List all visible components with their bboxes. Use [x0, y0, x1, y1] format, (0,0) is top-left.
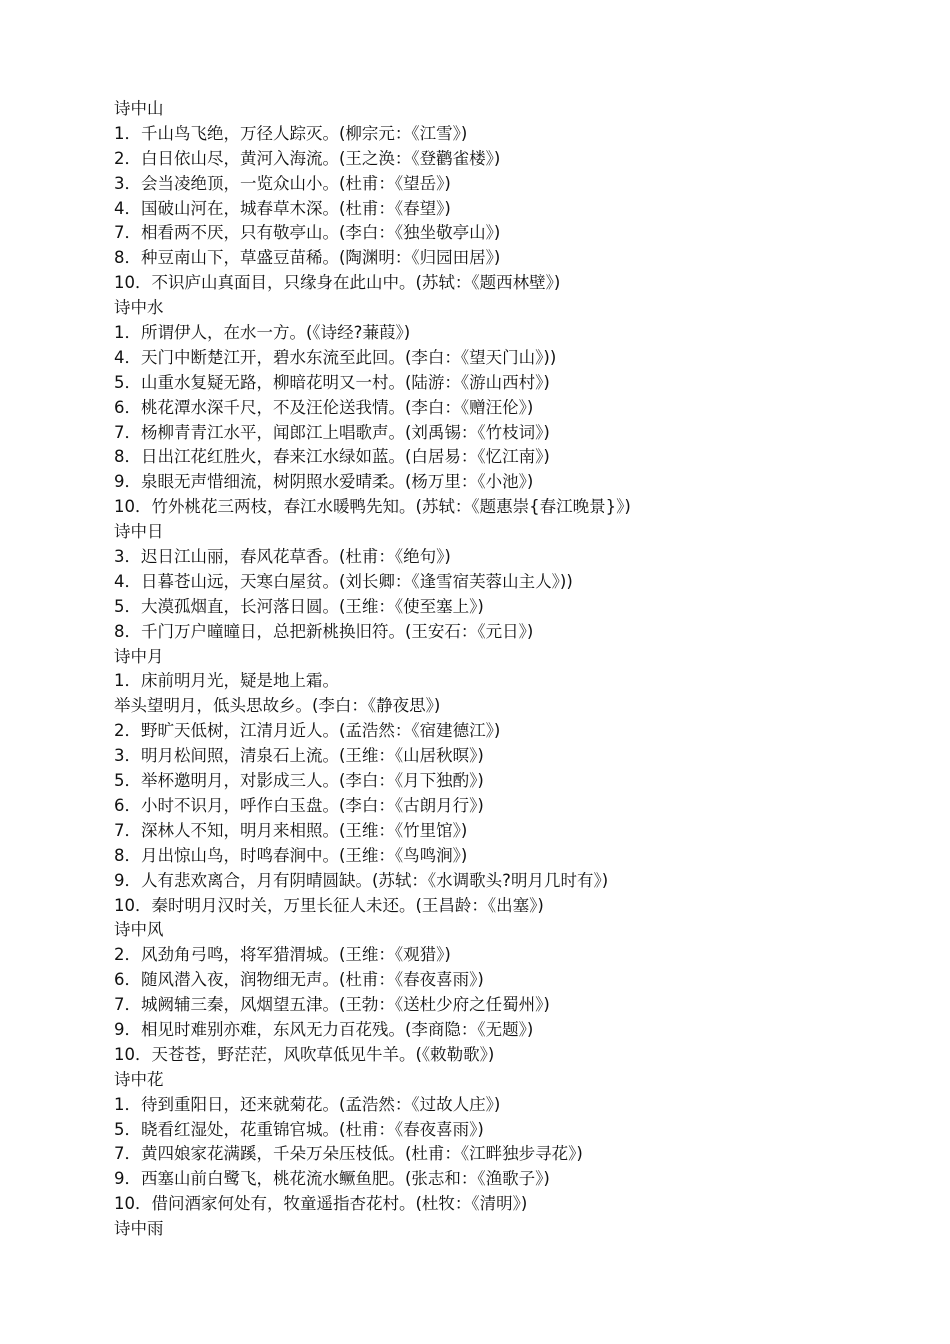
poem-line: 10．借问酒家何处有，牧童遥指杏花村。(杜牧：《清明》) [114, 1194, 528, 1214]
poem-line: 10．不识庐山真面目，只缘身在此山中。(苏轼：《题西林壁》) [114, 273, 561, 293]
section-heading: 诗中雨 [114, 1219, 164, 1239]
section-heading: 诗中月 [114, 646, 164, 666]
poem-line: 1．千山鸟飞绝，万径人踪灭。(柳宗元：《江雪》) [114, 123, 468, 143]
poem-line: 3．会当凌绝顶，一览众山小。(杜甫：《望岳》) [114, 173, 451, 193]
poem-line: 9．相见时难别亦难，东风无力百花残。(李商隐：《无题》) [114, 1019, 534, 1039]
poem-line: 8．种豆南山下，草盛豆苗稀。(陶渊明：《归园田居》) [114, 248, 501, 268]
poem-line: 4．日暮苍山远，天寒白屋贫。(刘长卿：《逢雪宿芙蓉山主人》)) [114, 571, 573, 591]
poem-line: 1．待到重阳日，还来就菊花。(孟浩然：《过故人庄》) [114, 1094, 501, 1114]
poem-line: 5．举杯邀明月，对影成三人。(李白：《月下独酌》) [114, 771, 484, 791]
poem-line: 4．国破山河在，城春草木深。(杜甫：《春望》) [114, 198, 451, 218]
poem-line: 2．风劲角弓鸣，将军猎渭城。(王维：《观猎》) [114, 945, 451, 965]
poem-line: 7．城阙辅三秦，风烟望五津。(王勃：《送杜少府之任蜀州》) [114, 995, 550, 1015]
section-heading: 诗中风 [114, 920, 164, 940]
poem-line: 2．白日依山尽，黄河入海流。(王之涣：《登鹳雀楼》) [114, 148, 501, 168]
poem-line: 8．月出惊山鸟，时鸣春涧中。(王维：《鸟鸣涧》) [114, 845, 468, 865]
document-page [114, 97, 914, 1242]
poem-line: 6．随风潜入夜，润物细无声。(杜甫：《春夜喜雨》) [114, 970, 484, 990]
poem-line: 9．人有悲欢离合，月有阴晴圆缺。(苏轼：《水调歌头?明月几时有》) [114, 870, 609, 890]
poem-line: 8．千门万户曈曈日，总把新桃换旧符。(王安石：《元日》) [114, 621, 534, 641]
section-heading: 诗中山 [114, 99, 164, 118]
poem-line: 7．黄四娘家花满蹊，千朵万朵压枝低。(杜甫：《江畔独步寻花》) [114, 1144, 583, 1164]
poem-line: 7．杨柳青青江水平，闻郎江上唱歌声。(刘禹锡：《竹枝词》) [114, 422, 550, 442]
poem-line: 1．床前明月光，疑是地上霜。 [114, 671, 339, 691]
poem-line: 6．桃花潭水深千尺，不及汪伦送我情。(李白：《赠汪伦》) [114, 397, 534, 417]
poem-line: 4．天门中断楚江开，碧水东流至此回。(李白：《望天门山》)) [114, 347, 557, 367]
poem-line: 5．晓看红湿处，花重锦官城。(杜甫：《春夜喜雨》) [114, 1119, 484, 1139]
poem-line: 7．深林人不知，明月来相照。(王维：《竹里馆》) [114, 820, 468, 840]
poem-line: 10．秦时明月汉时关，万里长征人未还。(王昌龄：《出塞》) [114, 895, 544, 915]
poem-line: 9．泉眼无声惜细流，树阴照水爱晴柔。(杨万里：《小池》) [114, 472, 534, 492]
poem-line: 3．明月松间照，清泉石上流。(王维：《山居秋暝》) [114, 746, 484, 766]
poem-line: 3．迟日江山丽，春风花草香。(杜甫：《绝句》) [114, 547, 451, 567]
poem-line: 2．野旷天低树，江清月近人。(孟浩然：《宿建德江》) [114, 721, 501, 741]
poem-line: 5．大漠孤烟直，长河落日圆。(王维：《使至塞上》) [114, 596, 484, 616]
poem-line: 10．竹外桃花三两枝，春江水暖鸭先知。(苏轼：《题惠崇{春江晚景}》) [114, 497, 631, 517]
poem-line: 10．天苍苍，野茫茫，风吹草低见牛羊。(《敕勒歌》) [114, 1044, 495, 1064]
poem-line: 6．小时不识月，呼作白玉盘。(李白：《古朗月行》) [114, 795, 484, 815]
poem-line: 5．山重水复疑无路，柳暗花明又一村。(陆游：《游山西村》) [114, 372, 550, 392]
section-heading: 诗中花 [114, 1069, 164, 1089]
poem-line: 8．日出江花红胜火，春来江水绿如蓝。(白居易：《忆江南》) [114, 447, 550, 467]
section-heading: 诗中日 [114, 522, 164, 542]
poem-line: 1．所谓伊人，在水一方。(《诗经?蒹葭》) [114, 323, 411, 343]
poem-line: 举头望明月，低头思故乡。(李白：《静夜思》) [114, 696, 441, 716]
poem-line: 7．相看两不厌，只有敬亭山。(李白：《独坐敬亭山》) [114, 223, 501, 243]
poem-line: 9．西塞山前白鹭飞，桃花流水鳜鱼肥。(张志和：《渔歌子》) [114, 1169, 550, 1189]
section-heading: 诗中水 [114, 298, 164, 318]
